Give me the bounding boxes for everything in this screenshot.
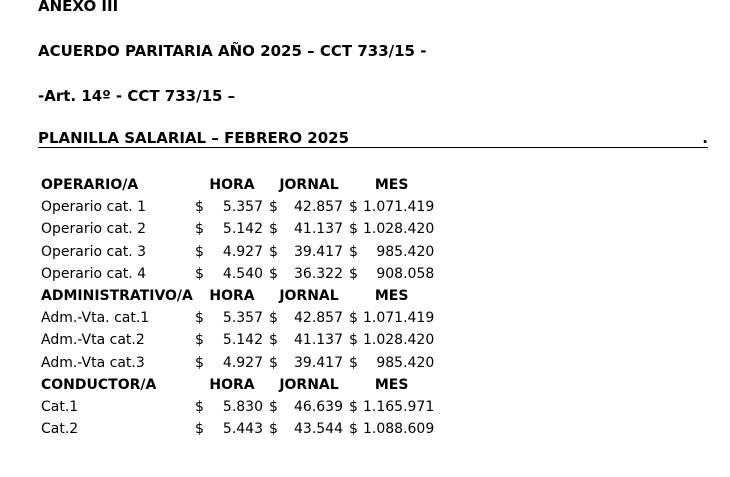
- currency-symbol: $: [269, 243, 278, 260]
- hourly-value: 4.927: [222, 243, 263, 260]
- currency-symbol: $: [349, 199, 358, 216]
- column-header-hora: HORA: [209, 288, 255, 305]
- daily-value: 36.322: [294, 265, 343, 282]
- currency-symbol: $: [269, 398, 278, 415]
- monthly-value: 908.058: [376, 265, 435, 282]
- table-row: [38, 352, 434, 374]
- section-header-row: [38, 285, 434, 307]
- currency-symbol: $: [195, 265, 204, 282]
- hourly-value: 4.540: [222, 265, 263, 282]
- salary-sheet-title: [38, 130, 708, 148]
- hourly-value: 5.142: [222, 221, 263, 238]
- table-row: [38, 263, 434, 285]
- currency-symbol: $: [349, 221, 358, 238]
- currency-symbol: $: [269, 265, 278, 282]
- currency-symbol: $: [195, 354, 204, 371]
- currency-symbol: $: [195, 398, 204, 415]
- article-reference: -Art. 14º - CCT 733/15 –: [38, 87, 236, 105]
- currency-symbol: $: [269, 354, 278, 371]
- column-header-mes: MES: [374, 177, 409, 194]
- monthly-value: 1.028.420: [363, 332, 435, 349]
- monthly-value: 985.420: [376, 354, 435, 371]
- section-title: OPERARIO/A: [41, 177, 139, 194]
- hourly-value: 4.927: [222, 354, 263, 371]
- currency-symbol: $: [349, 398, 358, 415]
- currency-symbol: $: [269, 199, 278, 216]
- table-row: [38, 218, 434, 240]
- daily-value: 46.639: [294, 398, 343, 415]
- currency-symbol: $: [195, 310, 204, 327]
- section-title: ADMINISTRATIVO/A: [41, 288, 193, 305]
- category-label: Adm.-Vta cat.2: [41, 332, 145, 349]
- section-header-row: [38, 174, 434, 196]
- column-header-hora: HORA: [209, 376, 255, 393]
- daily-value: 42.857: [294, 199, 343, 216]
- currency-symbol: $: [349, 421, 358, 438]
- table-row: [38, 329, 434, 351]
- daily-value: 39.417: [294, 243, 343, 260]
- salary-sheet-title-text: PLANILLA SALARIAL – FEBRERO 2025: [38, 129, 350, 147]
- daily-value: 42.857: [294, 310, 343, 327]
- currency-symbol: $: [269, 332, 278, 349]
- currency-symbol: $: [269, 221, 278, 238]
- daily-value: 41.137: [294, 221, 343, 238]
- currency-symbol: $: [349, 243, 358, 260]
- monthly-value: 1.071.419: [363, 199, 435, 216]
- currency-symbol: $: [349, 332, 358, 349]
- category-label: Operario cat. 3: [41, 243, 147, 260]
- currency-symbol: $: [195, 332, 204, 349]
- hourly-value: 5.357: [222, 199, 263, 216]
- monthly-value: 985.420: [376, 243, 435, 260]
- column-header-mes: MES: [374, 288, 409, 305]
- column-header-jornal: JORNAL: [279, 288, 339, 305]
- column-header-jornal: JORNAL: [279, 376, 339, 393]
- currency-symbol: $: [195, 243, 204, 260]
- daily-value: 43.544: [294, 421, 343, 438]
- table-row: [38, 196, 434, 218]
- currency-symbol: $: [195, 199, 204, 216]
- daily-value: 39.417: [294, 354, 343, 371]
- table-row: [38, 418, 434, 440]
- table-row: [38, 307, 434, 329]
- hourly-value: 5.443: [222, 421, 263, 438]
- category-label: Cat.2: [41, 421, 79, 438]
- currency-symbol: $: [349, 265, 358, 282]
- salary-table-body: [38, 174, 434, 440]
- category-label: Operario cat. 2: [41, 221, 147, 238]
- currency-symbol: $: [269, 421, 278, 438]
- daily-value: 41.137: [294, 332, 343, 349]
- column-header-hora: HORA: [209, 177, 255, 194]
- section-header-row: [38, 374, 434, 396]
- monthly-value: 1.071.419: [363, 310, 435, 327]
- salary-table: [38, 174, 434, 440]
- agreement-title: ACUERDO PARITARIA AÑO 2025 – CCT 733/15 -: [38, 42, 427, 60]
- column-header-jornal: JORNAL: [279, 177, 339, 194]
- table-row: [38, 241, 434, 263]
- salary-sheet-title-end: .: [702, 129, 708, 147]
- category-label: Adm.-Vta. cat.1: [41, 310, 150, 327]
- currency-symbol: $: [195, 221, 204, 238]
- category-label: Cat.1: [41, 398, 79, 415]
- currency-symbol: $: [195, 421, 204, 438]
- currency-symbol: $: [349, 354, 358, 371]
- hourly-value: 5.830: [222, 398, 263, 415]
- category-label: Adm.-Vta cat.3: [41, 354, 145, 371]
- annex-title: ANEXO III: [38, 0, 119, 15]
- hourly-value: 5.357: [222, 310, 263, 327]
- section-title: CONDUCTOR/A: [41, 376, 157, 393]
- table-row: [38, 396, 434, 418]
- column-header-mes: MES: [374, 376, 409, 393]
- category-label: Operario cat. 4: [41, 265, 147, 282]
- monthly-value: 1.088.609: [363, 421, 435, 438]
- monthly-value: 1.165.971: [363, 398, 435, 415]
- hourly-value: 5.142: [222, 332, 263, 349]
- currency-symbol: $: [349, 310, 358, 327]
- category-label: Operario cat. 1: [41, 199, 147, 216]
- currency-symbol: $: [269, 310, 278, 327]
- monthly-value: 1.028.420: [363, 221, 435, 238]
